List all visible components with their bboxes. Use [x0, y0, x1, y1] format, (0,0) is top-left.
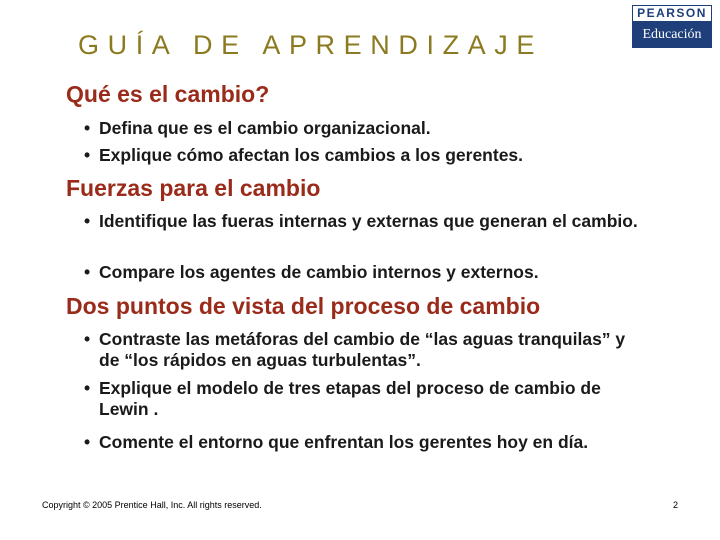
bullet-text: Compare los agentes de cambio internos y externos.: [99, 262, 539, 282]
bullet-icon: •: [84, 145, 91, 165]
slide-title: GUÍA DE APRENDIZAJE: [78, 30, 543, 60]
list-item: [84, 118, 684, 139]
bullet-icon: •: [84, 211, 91, 231]
logo-bottom-text: Educación: [632, 22, 712, 48]
section-heading-dos-puntos: Dos puntos de vista del proceso de cambio: [66, 293, 541, 319]
bullet-icon: •: [84, 432, 91, 452]
list-item: [84, 378, 614, 420]
logo-top-text: PEARSON: [632, 5, 712, 22]
bullet-text: Contraste las metáforas del cambio de “las aguas tranquilas” y de “los rápidos en aguas turbulentas”.: [99, 329, 626, 370]
copyright-notice: Copyright © 2005 Prentice Hall, Inc. All rights reserved.: [42, 500, 262, 510]
list-item: [84, 262, 684, 283]
list-item: [84, 329, 629, 371]
bullet-text: Explique cómo afectan los cambios a los gerentes.: [99, 145, 524, 165]
list-item: [84, 145, 684, 166]
list-item: [84, 211, 654, 232]
bullet-text: Comente el entorno que enfrentan los gerentes hoy en día.: [99, 432, 589, 452]
page-number: 2: [673, 500, 679, 510]
bullet-text: Identifique las fueras internas y externas que generan el cambio.: [99, 211, 638, 231]
pearson-logo: [632, 5, 712, 48]
bullet-text: Defina que es el cambio organizacional.: [99, 118, 431, 138]
bullet-icon: •: [84, 329, 91, 349]
bullet-icon: •: [84, 118, 91, 138]
bullet-icon: •: [84, 262, 91, 282]
bullet-icon: •: [84, 378, 91, 398]
list-item: [84, 432, 654, 453]
bullet-text: Explique el modelo de tres etapas del proceso de cambio de Lewin .: [99, 378, 601, 419]
section-heading-que-es-el-cambio: Qué es el cambio?: [66, 81, 270, 107]
section-heading-fuerzas: Fuerzas para el cambio: [66, 175, 321, 201]
